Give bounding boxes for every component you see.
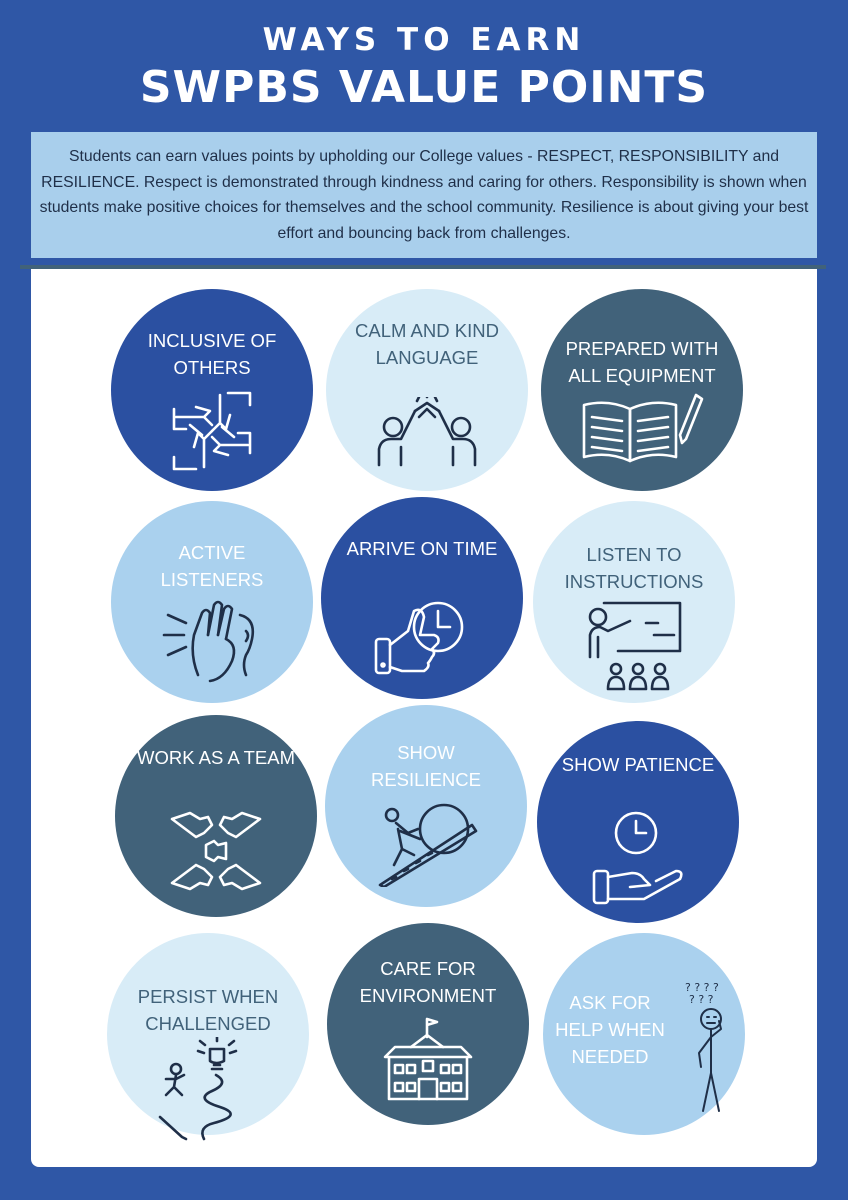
badge-label: ACTIVE LISTENERS (160, 542, 264, 590)
svg-text:? ? ? ?: ? ? ? ? (685, 981, 719, 994)
school-building-icon (381, 1017, 475, 1101)
badge-care-for-environment (327, 923, 529, 1125)
book-and-pencil-icon (578, 393, 706, 465)
teacher-whiteboard-icon (584, 601, 684, 693)
badge-listen-to-instructions (533, 501, 735, 703)
badge-label: PERSIST WHEN CHALLENGED (137, 986, 279, 1034)
hand-holding-clock-icon (592, 809, 684, 913)
puzzle-hands-icon (168, 803, 264, 899)
high-five-icon (375, 397, 479, 467)
badge-label: CARE FOR ENVIRONMENT (359, 958, 497, 1006)
badge-label: SHOW PATIENCE (561, 754, 715, 775)
page-title: SWPBS VALUE POINTS (139, 62, 709, 113)
badge-ask-for-help-when-needed (543, 933, 745, 1135)
svg-text:? ? ?: ? ? ? (689, 993, 714, 1006)
push-boulder-uphill-icon (374, 799, 478, 887)
badge-label: PREPARED WITH ALL EQUIPMENT (565, 338, 719, 386)
badge-show-resilience (325, 705, 527, 907)
badge-label: CALM AND KIND LANGUAGE (355, 320, 499, 368)
badge-show-patience (537, 721, 739, 923)
thumbs-up-clock-icon (372, 597, 472, 679)
hand-to-ear-icon (162, 595, 262, 685)
badge-prepared-with-all-equipment (541, 289, 743, 491)
joined-hands-icon (166, 387, 258, 475)
intro-text: Students can earn values points by upholding our College values - RESPECT, RESPONSIBILITY and RESILIENCE. Respect is demonstrated through kindness and caring for others. Responsibility is shown when students make positive choices for themselves and the school community. Resilience is about giving your best effort and bouncing back from challenges. (39, 148, 809, 242)
badge-label: WORK AS A TEAM (137, 747, 295, 768)
badge-label: LISTEN TO INSTRUCTIONS (564, 544, 704, 592)
badge-active-listeners (111, 501, 313, 703)
badge-calm-and-kind-language (326, 289, 528, 491)
badge-inclusive-of-others (111, 289, 313, 491)
confused-person-icon (679, 981, 749, 1113)
badge-work-as-a-team (115, 715, 317, 917)
badge-label: ASK FOR HELP WHEN NEEDED (555, 992, 665, 1067)
badges-panel (31, 269, 817, 1167)
badge-label: INCLUSIVE OF OTHERS (147, 330, 277, 378)
badge-label: SHOW RESILIENCE (370, 742, 481, 790)
badge-persist-when-challenged (107, 933, 309, 1135)
intro-box (31, 132, 817, 258)
badge-label: ARRIVE ON TIME (346, 538, 498, 559)
title-top: WAYS TO EARN (262, 22, 586, 58)
badge-arrive-on-time (321, 497, 523, 699)
winding-path-trophy-icon (158, 1037, 258, 1141)
